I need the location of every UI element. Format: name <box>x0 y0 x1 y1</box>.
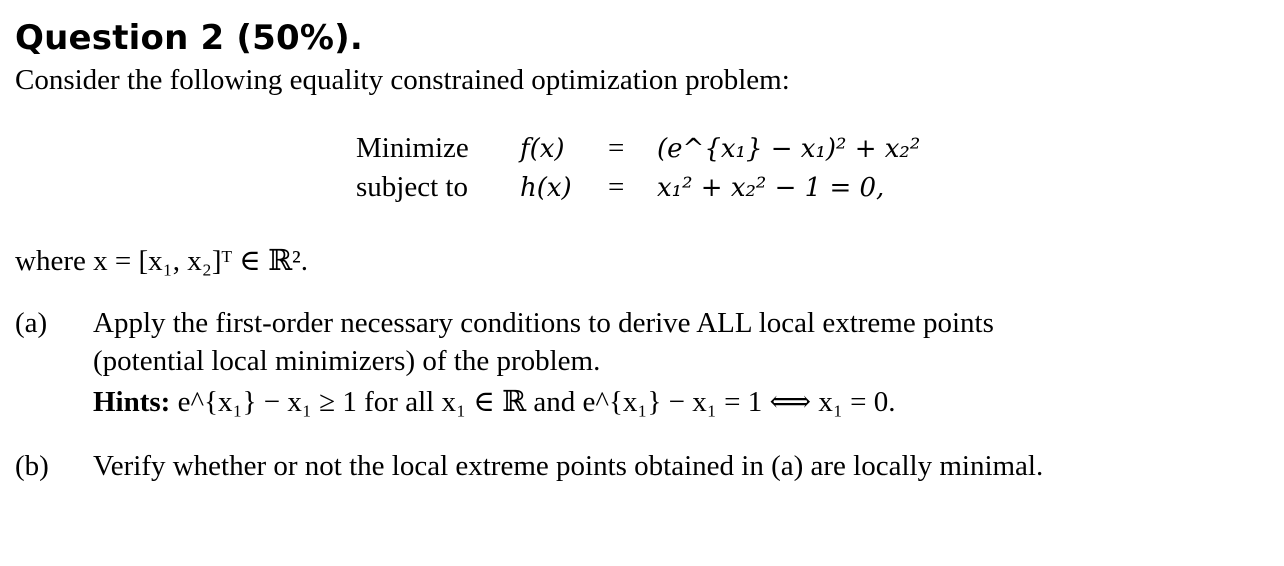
hint-text: e^{x₁} − x₁ ≥ 1 for all x₁ ∈ ℝ and e^{x₁} − x₁ = 1 ⟺ x₁ = 0. <box>177 386 896 418</box>
constraint-rhs: x₁² + x₂² − 1 = 0, <box>657 173 885 203</box>
subject-to-label: subject to <box>356 171 468 203</box>
constraint-equals: = <box>608 171 625 203</box>
hint-label: Hints: <box>93 386 171 418</box>
part-a-label: (a) <box>15 307 48 339</box>
intro-text: Consider the following equality constrained optimization problem: <box>15 64 790 96</box>
objective-equals: = <box>608 132 625 164</box>
where-text: where x = [x₁, x₂]ᵀ ∈ ℝ². <box>15 245 309 277</box>
part-a-hint <box>93 384 896 419</box>
constraint-lhs: h(x) <box>520 173 572 203</box>
objective-lhs: f(x) <box>520 134 565 164</box>
part-a-line-1: Apply the first-order necessary conditions to derive ALL local extreme points <box>93 307 994 339</box>
minimize-label: Minimize <box>356 132 469 164</box>
question-title: Question 2 (50%). <box>15 18 363 58</box>
objective-rhs: (e^{x₁} − x₁)² + x₂² <box>657 134 921 164</box>
part-b-line-1: Verify whether or not the local extreme points obtained in (a) are locally minimal. <box>93 450 1044 482</box>
part-b-label: (b) <box>15 450 49 482</box>
part-a-line-2: (potential local minimizers) of the problem. <box>93 345 601 377</box>
